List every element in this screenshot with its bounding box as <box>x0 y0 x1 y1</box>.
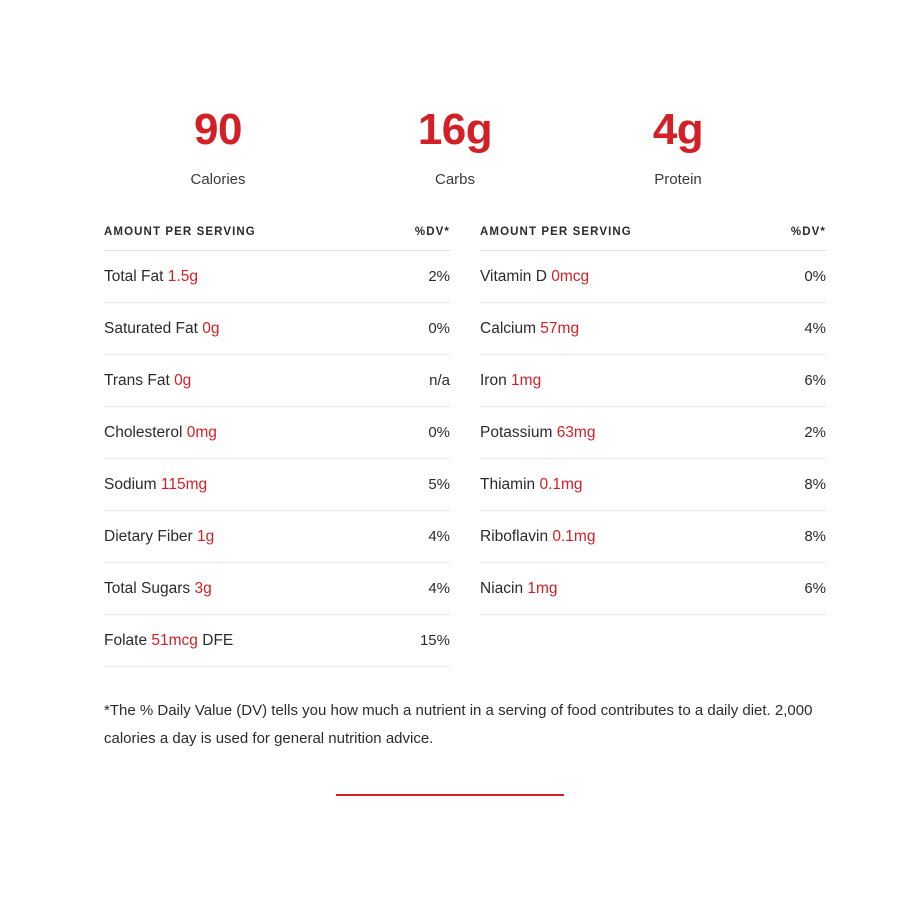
nutrient-amount: 57mg <box>540 319 580 337</box>
nutrient-dv: 4% <box>428 528 450 545</box>
nutrient-dv: 5% <box>428 476 450 493</box>
nutrient-dv: 2% <box>428 268 450 285</box>
table-row <box>104 511 450 563</box>
table-row <box>480 303 826 355</box>
nutrient-amount: 3g <box>194 579 212 597</box>
nutrient-amount: 0g <box>202 319 220 337</box>
table-row <box>104 615 450 667</box>
macro-carbs-value: 16g <box>417 105 493 154</box>
nutrient-amount: 63mg <box>556 423 596 441</box>
nutrient-amount: 0.1mg <box>552 527 596 545</box>
table-row-spacer <box>480 615 826 666</box>
nutrient-name-cell <box>104 476 207 494</box>
nutrient-name: Vitamin D <box>480 267 547 285</box>
nutrient-amount: 0.1mg <box>539 475 583 493</box>
nutrient-name: Iron <box>480 371 507 389</box>
nutrient-name: Thiamin <box>480 475 536 493</box>
nutrient-name-cell <box>104 580 212 598</box>
nutrient-name: Total Fat <box>104 267 164 285</box>
nutrient-suffix: DFE <box>202 631 234 649</box>
daily-value-footnote: *The % Daily Value (DV) tells you how much a nutrient in a serving of food contributes to a daily diet. 2,000 calories a day is used for general nutrition advice. <box>104 702 813 747</box>
nutrient-table-right <box>480 226 826 667</box>
nutrient-name: Riboflavin <box>480 527 549 545</box>
nutrient-dv: 15% <box>419 632 450 649</box>
nutrient-name-cell <box>104 268 198 286</box>
nutrient-dv: 4% <box>428 580 450 597</box>
bottom-divider-wrap <box>0 783 900 801</box>
nutrient-name: Niacin <box>480 579 524 597</box>
nutrient-name-cell <box>104 424 217 442</box>
nutrient-dv: 2% <box>804 424 826 441</box>
table-row <box>480 563 826 615</box>
nutrient-dv: 8% <box>804 528 826 545</box>
nutrient-name-cell <box>104 632 233 650</box>
nutrient-tables <box>0 226 900 667</box>
macro-calories-label: Calories <box>190 171 246 188</box>
nutrient-dv: 6% <box>804 580 826 597</box>
macro-protein-label: Protein <box>654 171 702 188</box>
header-amount-per-serving: AMOUNT PER SERVING <box>480 226 632 238</box>
nutrient-dv: 0% <box>428 424 450 441</box>
nutrient-name: Cholesterol <box>104 423 183 441</box>
macro-calories <box>104 104 332 190</box>
nutrient-name: Sodium <box>104 475 157 493</box>
nutrient-name: Potassium <box>480 423 553 441</box>
header-daily-value: %DV* <box>414 226 450 238</box>
table-row <box>480 459 826 511</box>
nutrient-amount: 0mcg <box>551 267 590 285</box>
nutrient-name-cell <box>480 528 595 546</box>
table-row <box>480 407 826 459</box>
nutrient-name-cell <box>480 476 583 494</box>
table-header-left <box>104 226 450 251</box>
nutrient-amount: 1g <box>197 527 215 545</box>
header-amount-per-serving: AMOUNT PER SERVING <box>104 226 256 238</box>
nutrient-amount: 0g <box>174 371 192 389</box>
nutrient-amount: 1mg <box>511 371 542 389</box>
table-row <box>104 563 450 615</box>
nutrient-amount: 115mg <box>160 475 208 493</box>
nutrient-amount: 1mg <box>527 579 558 597</box>
macros-summary <box>0 0 900 190</box>
nutrient-name: Saturated Fat <box>104 319 198 337</box>
macro-carbs <box>332 104 578 190</box>
table-row <box>104 407 450 459</box>
nutrient-name-cell <box>104 528 214 546</box>
table-row <box>480 251 826 303</box>
nutrient-dv: 6% <box>804 372 826 389</box>
nutrient-name-cell <box>104 320 219 338</box>
nutrient-name-cell <box>480 320 579 338</box>
nutrient-name: Folate <box>104 631 148 649</box>
nutrient-name-cell <box>480 580 558 598</box>
nutrient-name: Calcium <box>480 319 536 337</box>
table-header-right <box>480 226 826 251</box>
table-row <box>104 303 450 355</box>
nutrient-name-cell <box>480 372 541 390</box>
nutrient-name: Trans Fat <box>104 371 170 389</box>
nutrient-dv: 0% <box>804 268 826 285</box>
table-row <box>480 511 826 563</box>
nutrient-name-cell <box>480 268 589 286</box>
nutrient-name-cell <box>480 424 595 442</box>
bottom-divider <box>336 794 564 796</box>
nutrient-name-cell <box>104 372 191 390</box>
nutrient-name: Total Sugars <box>104 579 191 597</box>
macro-carbs-label: Carbs <box>434 171 475 188</box>
nutrient-table-left <box>104 226 450 667</box>
table-row <box>104 251 450 303</box>
nutrient-amount: 0mg <box>186 423 217 441</box>
table-row <box>104 459 450 511</box>
nutrient-dv: 8% <box>804 476 826 493</box>
nutrient-dv: 4% <box>804 320 826 337</box>
nutrient-dv: n/a <box>429 372 450 389</box>
header-daily-value: %DV* <box>790 226 826 238</box>
macro-protein-value: 4g <box>652 105 704 154</box>
nutrient-dv: 0% <box>428 320 450 337</box>
nutrient-amount: 1.5g <box>167 267 198 285</box>
table-row <box>104 355 450 407</box>
macro-protein <box>578 104 778 190</box>
nutrient-amount: 51mcg <box>151 631 198 649</box>
macro-calories-value: 90 <box>194 105 242 154</box>
nutrient-name: Dietary Fiber <box>104 527 193 545</box>
table-row <box>480 355 826 407</box>
